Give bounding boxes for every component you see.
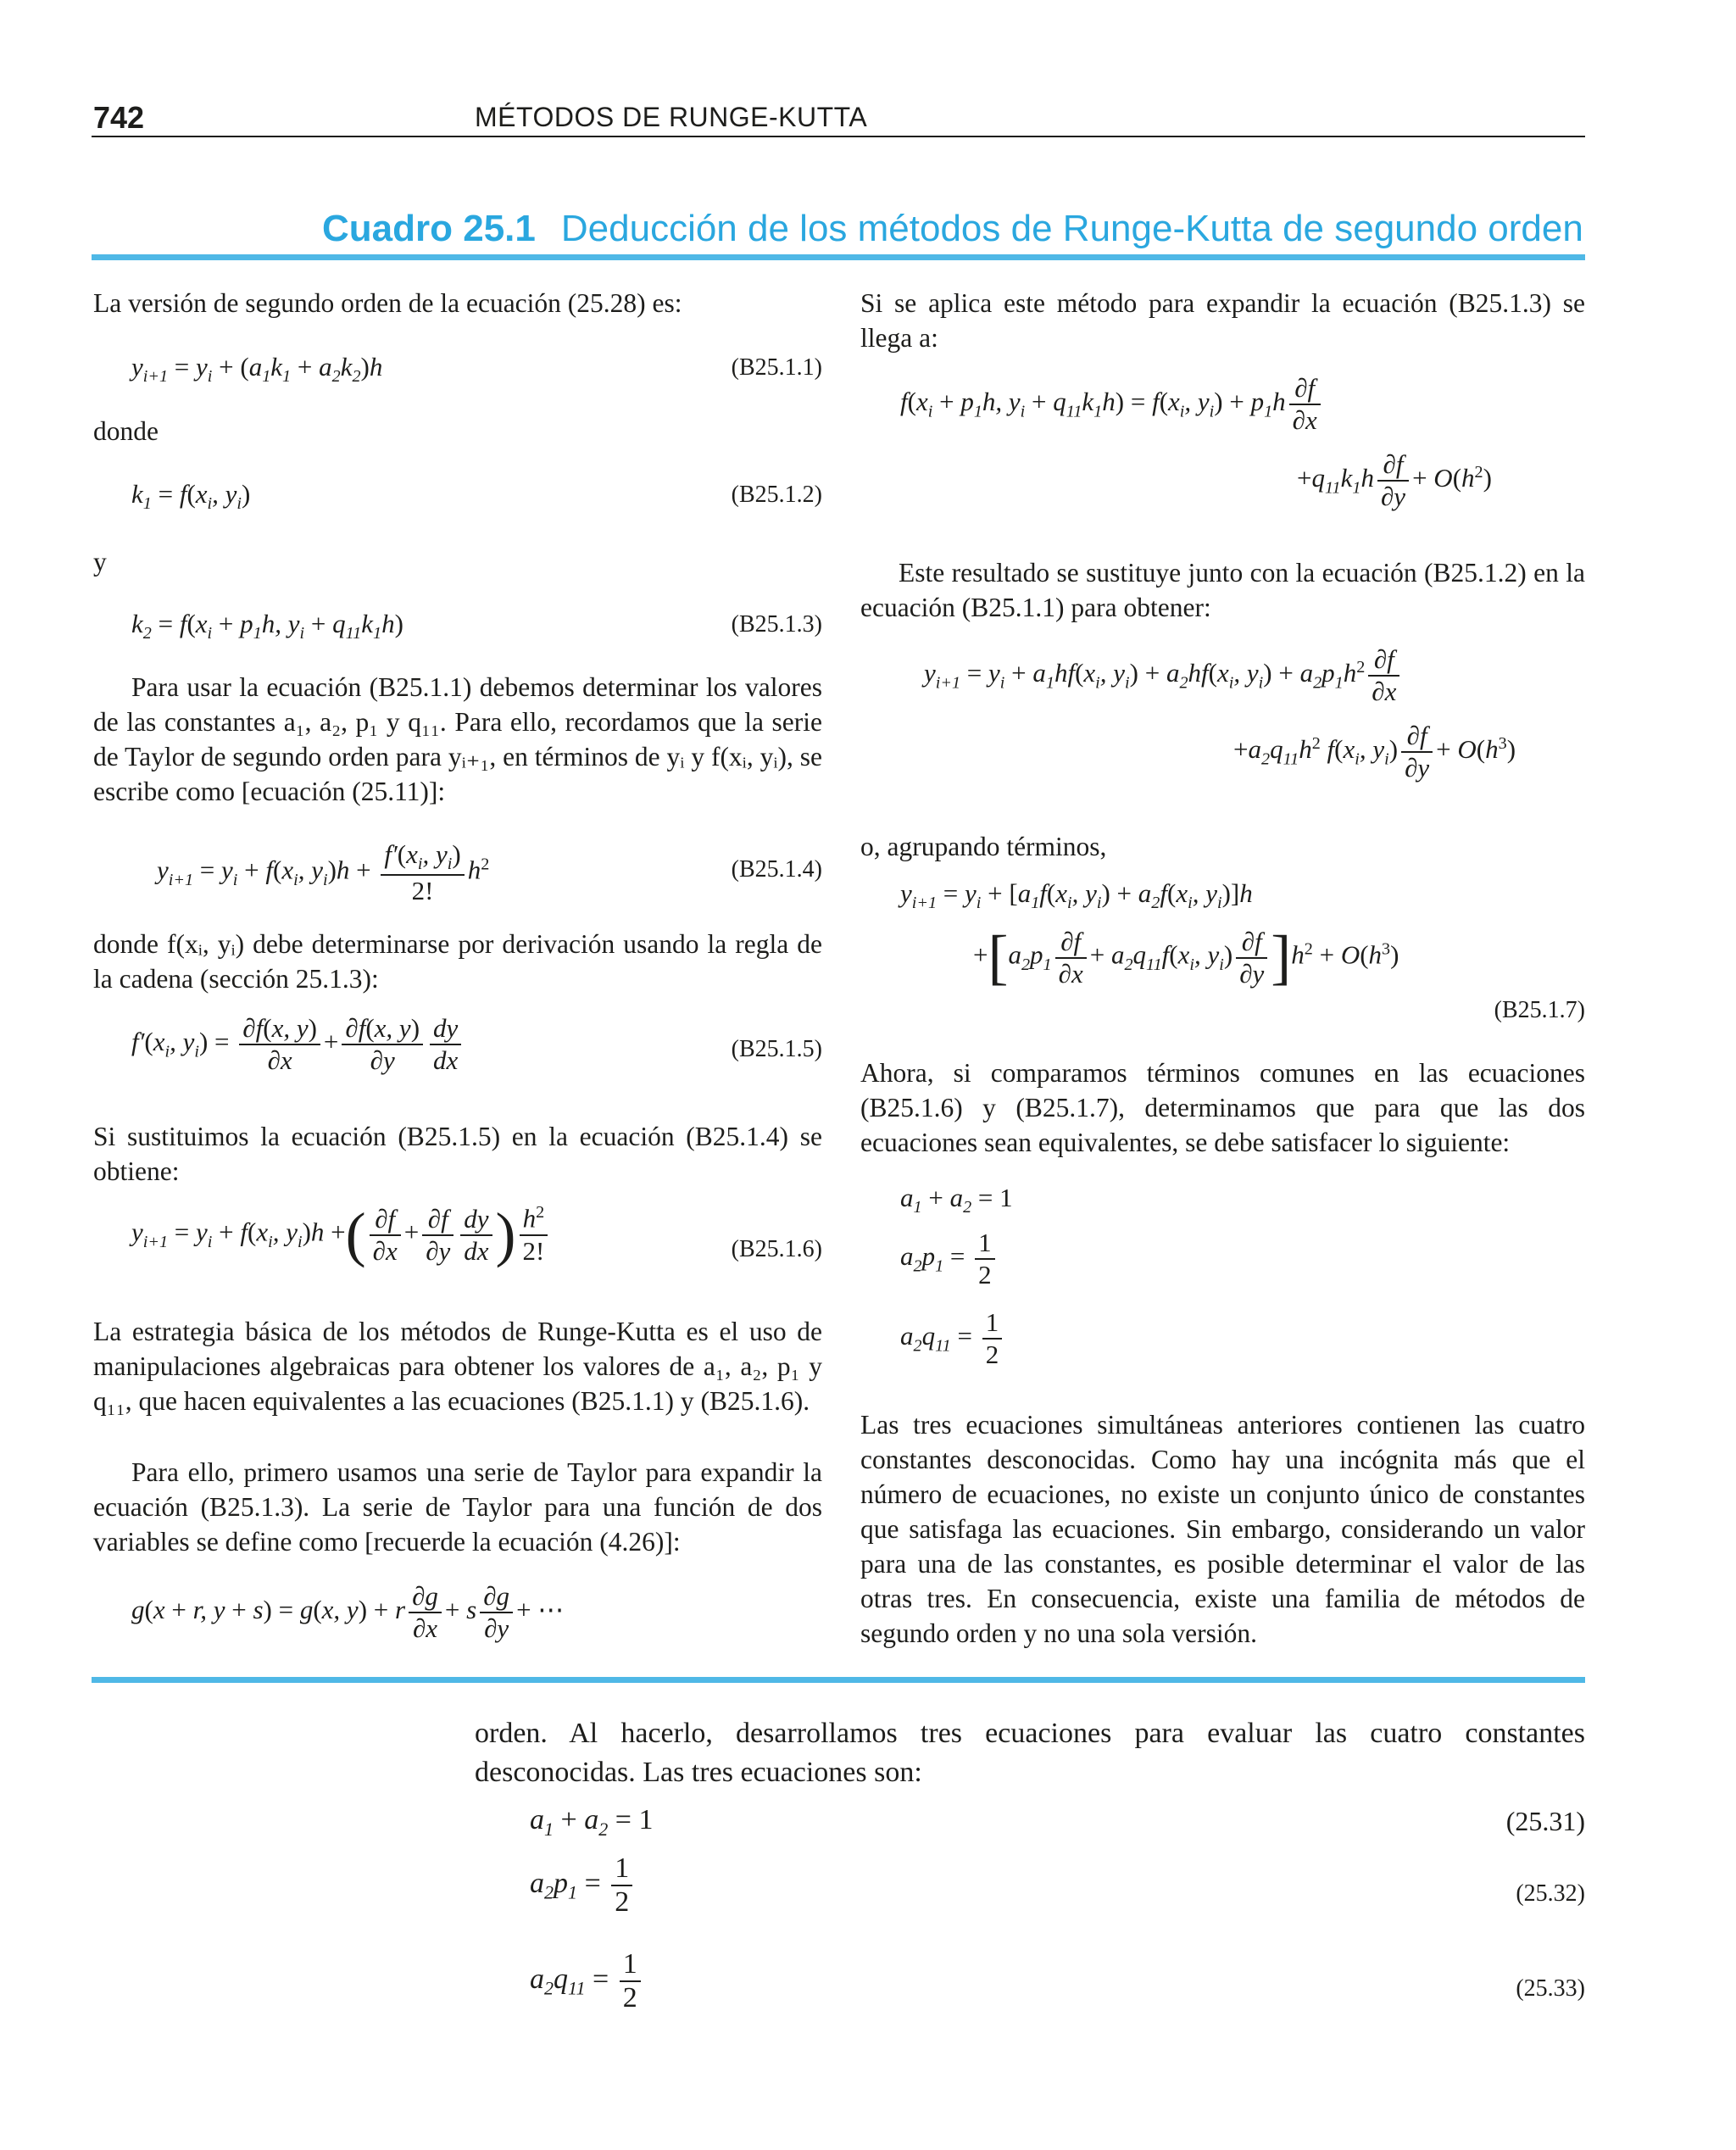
- left-paragraph-4: Si sustituimos la ecuación (B25.1.5) en la ecuación (B25.1.4) se obtiene:: [93, 1122, 822, 1186]
- equation-condition-3: $a_2q_{11}$ = $\frac{1}{2}$: [900, 1307, 1005, 1370]
- equation-2531: $a_1 + a_2 = 1$: [530, 1804, 654, 1840]
- left-donde: donde: [93, 416, 159, 446]
- equation-substituted-line2: $+a_2q_{11}h^2$ $f(x_i$, $y_i$) $\frac{\partial f}{\partial y}$ + $O(h^3)$: [1233, 721, 1516, 783]
- equation-taylor-expansion-line2: $+q_{11}k_1h$ $\frac{\partial f}{\partial y}$ + $O(h^2)$: [1297, 449, 1492, 511]
- equation-b2515: $f'(x_i$, $y_i$) = $\frac{\partial f(x, y)}{\partial x}$ + $\frac{\partial f(x, y)}{\partial y}$ $\frac{dy}{dx}$: [131, 1013, 465, 1076]
- equation-number: (B25.1.7): [1494, 997, 1585, 1023]
- equation-b2517-line1: $y_{i+1} = y_i + [a_1f(x_i$, $y_i) + a_2f(x_i$, $y_i)]h$: [900, 878, 1253, 913]
- left-paragraph-6: Para ello, primero usamos una serie de Taylor para expandir la ecuación (B25.1.3). La serie de Taylor para una función de dos variables se define como [recuerde la ecuación (4.26)]:: [93, 1457, 822, 1557]
- equation-b2517-line2: $+[a_2p_1$ $\frac{\partial f}{\partial x}$ + $a_2q_{11}f(x_i$, $y_i$) $\frac{\partial f}{\partial y}$ ]$h^2 + O(h^3)$: [973, 923, 1399, 991]
- right-paragraph-3: o, agrupando términos,: [860, 832, 1107, 861]
- right-paragraph-1: Si se aplica este método para expandir la ecuación (B25.1.3) se llega a:: [860, 288, 1585, 353]
- equation-substituted-line1: $y_{i+1} = y_i + a_1hf(x_i$, $y_i) + a_2hf(x_i$, $y_i) + a_2p_1h^2$ $\frac{\partial f}{\partial x}$: [924, 644, 1403, 707]
- main-paragraph: orden. Al hacerlo, desarrollamos tres ecuaciones para evaluar las cuatro constantes desconocidas. Las tres ecuaciones son:: [475, 1718, 1585, 1788]
- equation-condition-1: $a_1 + a_2 = 1$: [900, 1183, 1013, 1217]
- equation-b2511: $y_{i+1} = y_i + (a_1k_1 + a_2k_2)h$: [131, 352, 383, 387]
- equation-b2516: $y_{i+1} = y_i + f(x_i$, $y_i)h$ +( $\frac{\partial f}{\partial x}$ + $\frac{\partial f}{\partial y}$ $\frac{dy}{dx}$ ) $\frac{h^2}{2!}$: [131, 1200, 551, 1270]
- equation-taylor-expansion-line1: $f(x_i + p_1h$, $y_i + q_{11}k_1h) = f(x_i$, $y_i) + p_1h$ $\frac{\partial f}{\partial x}$: [900, 373, 1324, 436]
- page-number: 742: [93, 100, 145, 135]
- box-heading: Deducción de los métodos de Runge-Kutta de segundo orden: [560, 208, 1583, 249]
- equation-b2512: $k_1 = f(x_i$, $y_i$): [131, 479, 251, 514]
- right-paragraph-4: Ahora, si comparamos términos comunes en las ecuaciones (B25.1.6) y (B25.1.7), determinamos que para que las dos ecuaciones sean equivalentes, se debe satisfacer lo siguiente:: [860, 1058, 1585, 1157]
- equation-number: (25.31): [1505, 1806, 1585, 1836]
- equation-2532: $a_2p_1$ = $\frac{1}{2}$: [530, 1852, 636, 1919]
- box-bottom-rule: [92, 1677, 1585, 1683]
- equation-number: (25.33): [1516, 1975, 1585, 2002]
- equation-number: (B25.1.4): [731, 856, 822, 883]
- equation-number: (25.32): [1516, 1880, 1585, 1907]
- equation-b2513: $k_2 = f(x_i + p_1h$, $y_i + q_{11}k_1h$): [131, 609, 403, 643]
- right-paragraph-5: Las tres ecuaciones simultáneas anteriores contienen las cuatro constantes desconocidas. Como hay una incógnita más que el número de ecuaciones, no existe un conjunto único de constantes que satisfaga las ecuaciones. Sin embargo, considerando un valor para una de las constantes, es posible determinar el valor de las otras tres. En consecuencia, existe una familia de métodos de segundo orden y no una sola versión.: [860, 1410, 1585, 1648]
- equation-2533: $a_2q_{11}$ = $\frac{1}{2}$: [530, 1948, 644, 2014]
- left-paragraph-5: La estrategia básica de los métodos de Runge-Kutta es el uso de manipulaciones algebraicas para obtener los valores de a₁, a₂, p₁ y q₁₁, que hacen equivalentes a las ecuaciones (B25.1.1) y (B25.1.6).: [93, 1317, 822, 1416]
- equation-condition-2: $a_2p_1$ = $\frac{1}{2}$: [900, 1228, 999, 1290]
- equation-b2514: $y_{i+1} = y_i + f(x_i$, $y_i)h$ + $\frac{f'(x_i, y_i)}{2!}$ $h^2$: [157, 839, 490, 906]
- equation-number: (B25.1.2): [731, 482, 822, 508]
- left-paragraph-3: donde f(xᵢ, yᵢ) debe determinarse por derivación usando la regla de la cadena (sección 25.1.3):: [93, 929, 822, 994]
- running-title: MÉTODOS DE RUNGE-KUTTA: [475, 102, 868, 132]
- header-rule: [92, 136, 1585, 137]
- equation-taylor-two-variables: g(x + r, y + s) = g(x, y) + r $\frac{\partial g}{\partial x}$ + s $\frac{\partial g}{\partial y}$ + ⋯: [131, 1581, 565, 1643]
- equation-number: (B25.1.3): [731, 611, 822, 638]
- left-paragraph-2: Para usar la ecuación (B25.1.1) debemos determinar los valores de las constantes a₁, a₂, p₁ y q₁₁. Para ello, recordamos que la serie de Taylor de segundo orden para yᵢ₊₁, en términos de yᵢ y f(xᵢ, yᵢ), se escribe como [ecuación (25.11)]:: [93, 672, 822, 806]
- left-y: y: [93, 547, 107, 576]
- equation-number: (B25.1.1): [731, 354, 822, 381]
- box-label: Cuadro 25.1: [322, 208, 536, 249]
- equation-number: (B25.1.5): [731, 1036, 822, 1062]
- box-title: [322, 208, 1583, 250]
- equation-number: (B25.1.6): [731, 1236, 822, 1262]
- box-top-rule: [92, 254, 1585, 260]
- right-paragraph-2: Este resultado se sustituye junto con la ecuación (B25.1.2) en la ecuación (B25.1.1) para obtener:: [860, 558, 1585, 622]
- left-paragraph-1: La versión de segundo orden de la ecuación (25.28) es:: [93, 288, 682, 318]
